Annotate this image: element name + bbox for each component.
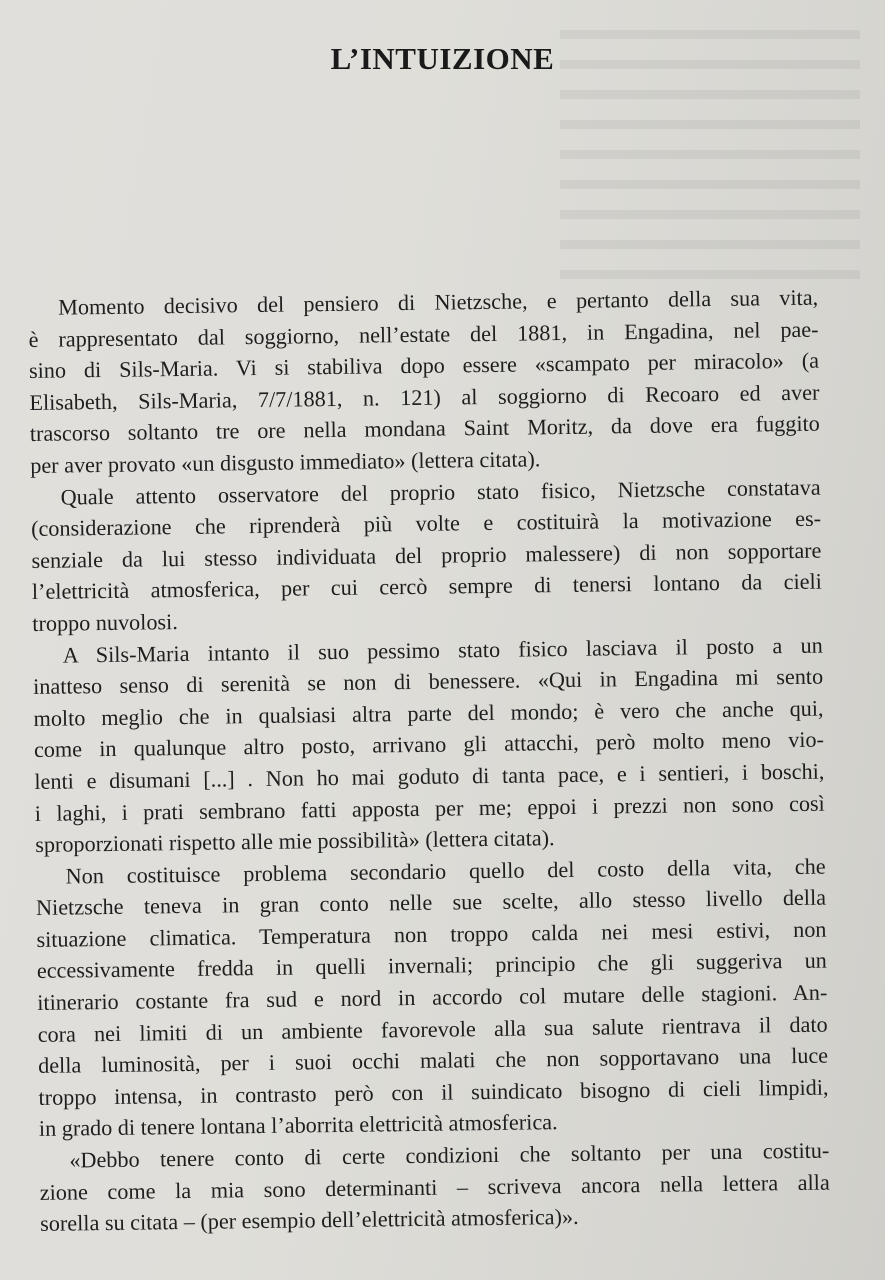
- text-line: A Sils-Maria intanto il suo pessimo stato fisico lasciava il posto a un: [62, 632, 823, 668]
- text-line: eccessivamente fredda in quelli invernali; principio che gli suggeriva un: [36, 948, 827, 984]
- text-line: in grado di tenere lontana l’aborrita elettricità atmosferica.: [38, 1109, 558, 1142]
- text-line: troppo nuvolosi.: [32, 609, 178, 636]
- text-line: situazione climatica. Temperatura non troppo calda nei mesi estivi, non: [36, 916, 827, 952]
- text-line: inatteso senso di serenità se non di benessere. «Qui in Engadina mi sento: [33, 663, 824, 700]
- text-line: l’elettricità atmosferica, per cui cercò sempre di tenersi lontano da cieli: [31, 568, 823, 605]
- text-line: della luminosità, per i suoi occhi malati che non sopportavano una luce: [37, 1042, 829, 1079]
- text-line: è rappresentato dal soggiorno, nell’estate del 1881, in Engadina, nel pae-: [28, 316, 819, 352]
- text-line: itinerario costante fra sud e nord in accordo col mutare delle stagioni. An-: [37, 979, 828, 1016]
- text-line: Elisabeth, Sils-Maria, 7/7/1881, n. 121) al soggiorno di Recoaro ed aver: [29, 379, 820, 415]
- text-line: i laghi, i prati sembrano fatti apposta per me; eppoi i prezzi non sono così: [34, 790, 825, 826]
- paragraph-3: [33, 629, 826, 860]
- text-line: Nietzsche teneva in gran conto nelle sue scelte, allo stesso livello della: [35, 884, 827, 921]
- text-line: senziale da lui stesso individuata del proprio malessere) di non sopportare: [31, 537, 822, 573]
- text-line: come in qualunque altro posto, arrivano gli attacchi, però molto meno vio-: [33, 726, 825, 763]
- chapter-title: L’INTUIZIONE: [330, 40, 555, 76]
- paragraph-4: [35, 850, 829, 1145]
- body-text: [28, 282, 830, 1240]
- text-line: molto meglio che in qualsiasi altra parte del mondo; è vero che anche qui,: [33, 695, 824, 731]
- text-line: sino di Sils-Maria. Vi si stabiliva dopo essere «scampato per miracolo» (a: [28, 347, 820, 384]
- text-line: Quale attento osservatore del proprio stato fisico, Nietzsche constatava: [60, 474, 821, 510]
- text-line: lenti e disumani [...] . Non ho mai goduto di tanta pace, e i sentieri, i boschi,: [34, 758, 825, 794]
- text-line: sorella su citata – (per esempio dell’elettricità atmosferica)».: [40, 1204, 579, 1237]
- text-line: zione come la mia sono determinanti – scriveva ancora nella lettera alla: [39, 1169, 830, 1205]
- text-line: trascorso soltanto tre ore nella mondana Saint Moritz, da dove era fuggito: [29, 411, 820, 447]
- text-line: per aver provato «un disgusto immediato» (lettera citata).: [30, 446, 541, 478]
- text-line: sproporzionati rispetto alle mie possibilità» (lettera citata).: [35, 825, 555, 858]
- text-line: cora nei limiti di un ambiente favorevole alla sua salute rientrava il dato: [37, 1011, 828, 1047]
- text-line: Momento decisivo del pensiero di Nietzsche, e pertanto della sua vita,: [58, 284, 819, 320]
- paragraph-5: [39, 1135, 830, 1240]
- text-line: «Debbo tenere conto di certe condizioni che soltanto per una costitu-: [69, 1137, 830, 1173]
- paragraph-1: [28, 282, 820, 482]
- text-line: troppo intensa, in contrasto però con il suindicato bisogno di cieli limpidi,: [38, 1074, 829, 1110]
- text-line: (considerazione che riprenderà più volte e costituirà la motivazione es-: [30, 505, 822, 542]
- paragraph-2: [30, 471, 822, 639]
- text-line: Non costituisce problema secondario quello del costo della vita, che: [65, 853, 826, 889]
